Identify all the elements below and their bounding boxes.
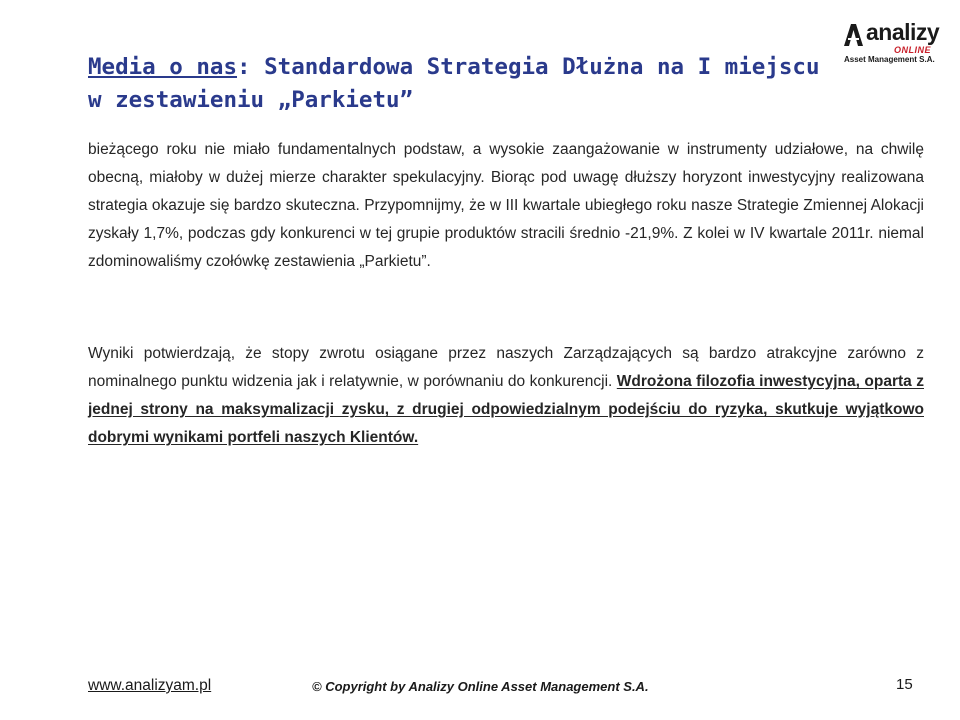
logo-mark-icon: [842, 22, 864, 48]
paragraph-1: bieżącego roku nie miało fundamentalnych podstaw, a wysokie zaangażowanie w instrumenty udziałowe, na chwilę obecną, miałoby w dużej mierze charakter spekulacyjny. Biorąc pod uwagę dłuższy horyzont inwestycyjny realizowana strategia okazuje się bardzo skuteczna. Przypomnijmy, że w III kwartale ubiegłego roku nasze Strategie Zmiennej Alokacji zyskały 1,7%, podczas gdy konkurenci w tej grupie produktów stracili średnio -21,9%. Z kolei w IV kwartale 2011r. niemal zdominowaliśmy czołówkę zestawienia „Parkietu”.: [88, 141, 924, 270]
media-link[interactable]: Media o nas: [88, 54, 238, 80]
logo-wordmark: analizy: [866, 19, 940, 45]
logo-online: ONLINE: [894, 45, 932, 55]
slide-title-text: : Standardowa Strategia Dłużna na I miejscu w zestawieniu „Parkietu”: [88, 54, 820, 113]
slide-title: [88, 51, 828, 117]
page-number: 15: [896, 676, 913, 693]
paragraph-2-emphasis: Wdrożona filozofia inwestycyjna, oparta z jednej strony na maksymalizacji zysku, z drugiej odpowiedzialnym podejściu do ryzyka, skutkuje wyjątkowo dobrymi wynikami portfeli naszych Klientów.: [88, 373, 924, 446]
paragraph-2-text: Wyniki potwierdzają, że stopy zwrotu osiągane przez naszych Zarządzających są bardzo atrakcyjne zarówno z nominalnego punktu widzenia jak i relatywnie, w porównaniu do konkurencji.: [88, 345, 924, 390]
footer-website-link[interactable]: www.analizyam.pl: [88, 677, 212, 694]
footer-copyright: © Copyright by Analizy Online Asset Management S.A.: [312, 679, 649, 694]
logo-subtitle: Asset Management S.A.: [844, 55, 935, 64]
paragraph-2: [88, 340, 924, 452]
company-logo: [842, 19, 942, 66]
